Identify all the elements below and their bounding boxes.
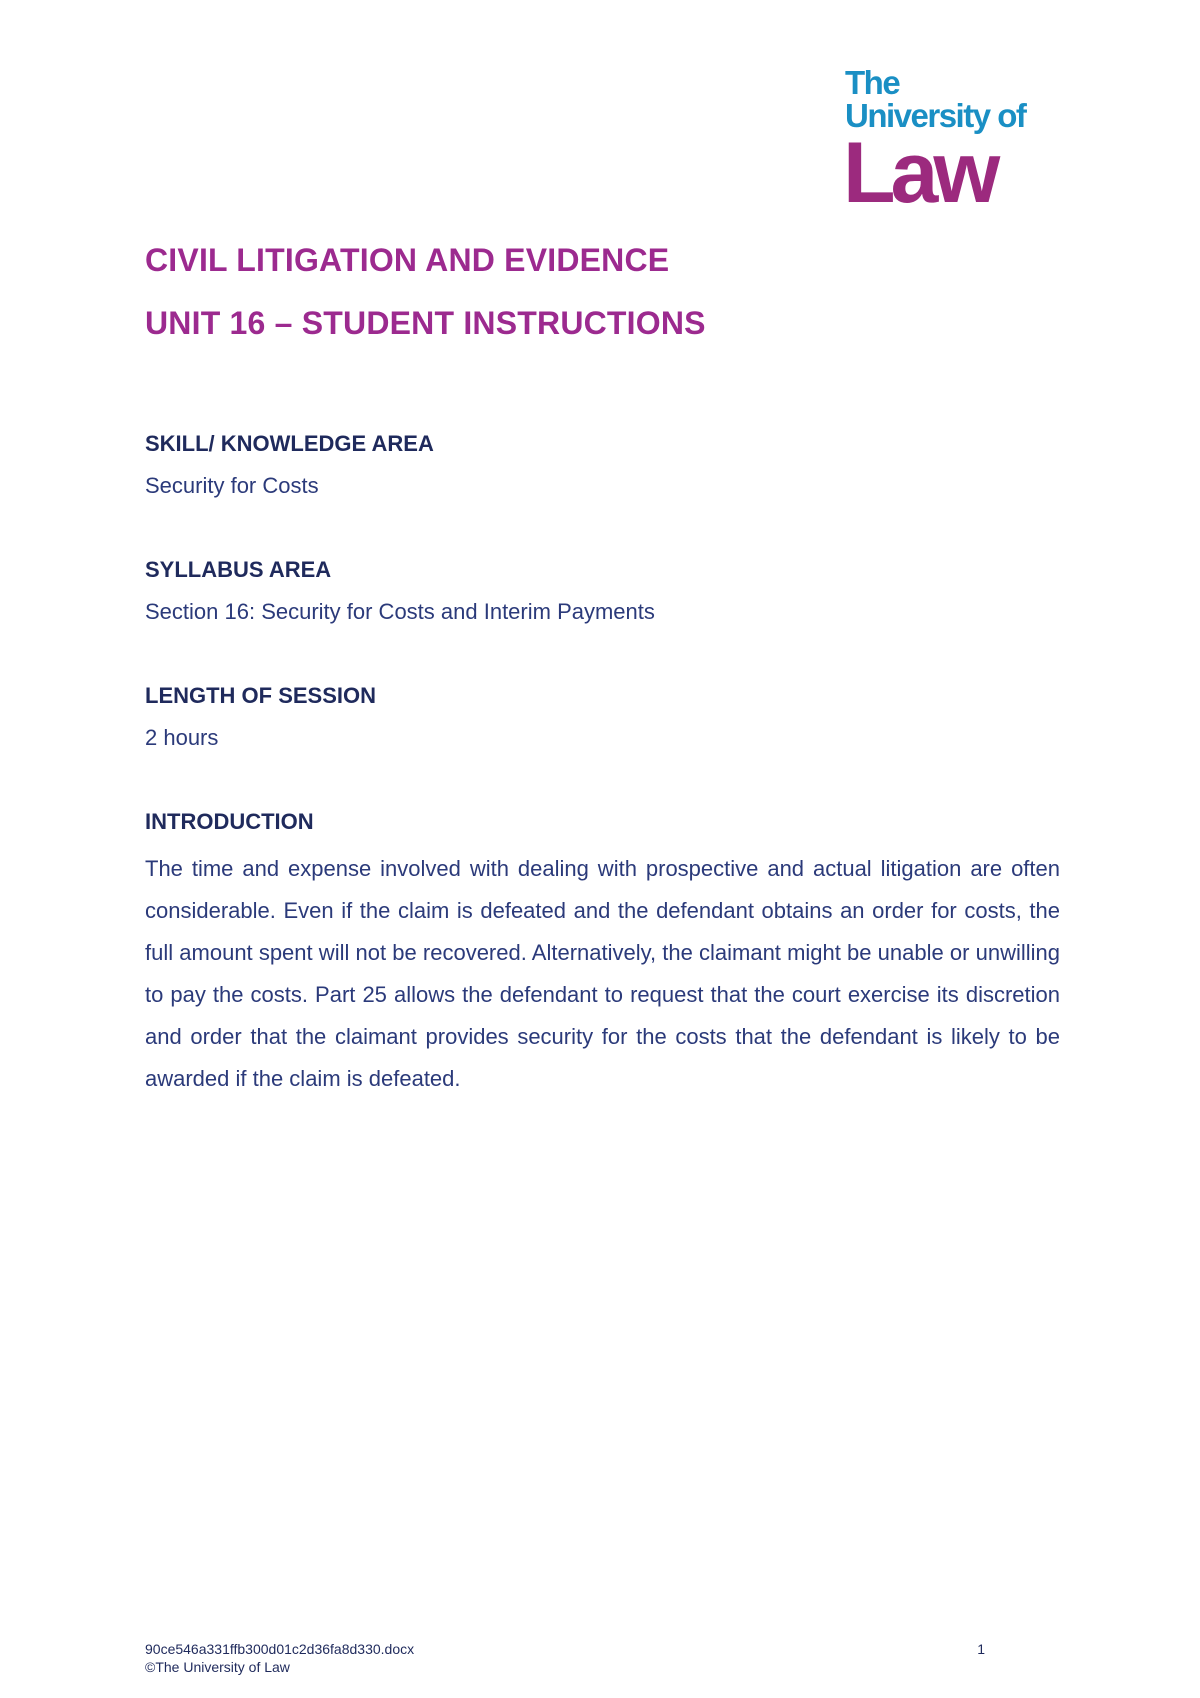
- page-footer: [145, 1640, 985, 1676]
- section-value: Security for Costs: [145, 473, 319, 498]
- section-heading: LENGTH OF SESSION: [145, 683, 377, 708]
- footer-copyright: ©The University of Law: [145, 1659, 290, 1675]
- section-value: Section 16: Security for Costs and Interim Payments: [145, 599, 655, 624]
- length-of-session-section: [145, 682, 1060, 752]
- logo-line-law: Law: [843, 125, 996, 221]
- introduction-section: [145, 808, 1060, 1100]
- introduction-paragraph: The time and expense involved with dealing with prospective and actual litigation are often considerable. Even if the claim is defeated and the defendant obtains an order for costs, the full amount spent will not be recovered. Alternatively, the claimant might be unable or unwilling to pay the costs. Part 25 allows the defendant to request that the court exercise its discretion and order that the claimant provides security for the costs that the defendant is likely to be awarded if the claim is defeated.: [145, 856, 1060, 1091]
- logo-line-university-of: University of: [845, 97, 1026, 134]
- skill-knowledge-section: [145, 430, 1060, 500]
- section-heading: INTRODUCTION: [145, 809, 314, 834]
- section-value: 2 hours: [145, 725, 219, 750]
- footer-filename: 90ce546a331ffb300d01c2d36fa8d330.docx: [145, 1641, 415, 1657]
- logo-line-the: The: [845, 64, 900, 101]
- section-heading: SYLLABUS AREA: [145, 557, 332, 582]
- footer-page-number: 1: [977, 1641, 985, 1657]
- syllabus-section: [145, 556, 1060, 626]
- section-heading: SKILL/ KNOWLEDGE AREA: [145, 431, 434, 456]
- document-title: CIVIL LITIGATION AND EVIDENCE: [145, 242, 670, 278]
- document-subtitle: UNIT 16 – STUDENT INSTRUCTIONS: [145, 305, 706, 341]
- university-of-law-logo: [843, 64, 1035, 221]
